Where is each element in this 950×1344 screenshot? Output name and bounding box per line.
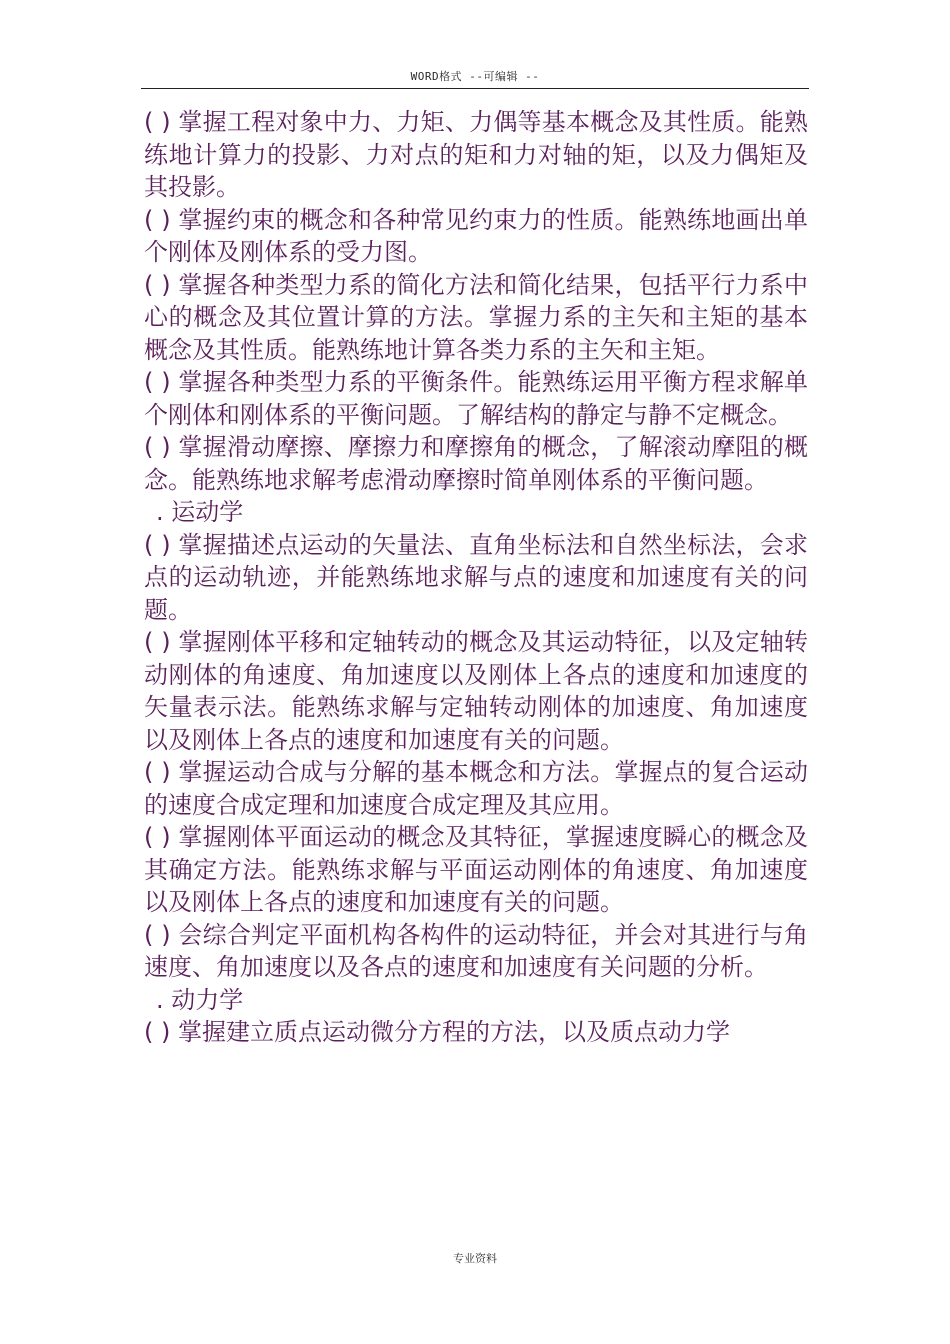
paragraph-point-motion: ( ) 掌握描述点运动的矢量法、直角坐标法和自然坐标法，会求点的运动轨迹，并能熟练地求解与点的速度和加速度有关的问题。	[144, 530, 808, 624]
paragraph-friction: ( ) 掌握滑动摩擦、摩擦力和摩擦角的概念，了解滚动摩阻的概念。能熟练地求解考虑滑动摩擦时简单刚体系的平衡问题。	[144, 433, 808, 494]
paragraph-mechanism-analysis: ( ) 会综合判定平面机构各构件的运动特征，并会对其进行与角速度、角加速度以及各点的速度和加速度有关问题的分析。	[144, 920, 808, 981]
section-heading-kinematics: . 运动学	[156, 498, 244, 526]
page-footer: 专业资料	[453, 1252, 497, 1265]
document-body	[144, 106, 808, 1049]
paragraph-rigid-body-rotation: ( ) 掌握刚体平移和定轴转动的概念及其运动特征，以及定轴转动刚体的角速度、角加速度以及刚体上各点的速度和加速度的矢量表示法。能熟练求解与定轴转动刚体的加速度、角加速度以及刚体上各点的速度和加速度有关的问题。	[144, 628, 808, 754]
paragraph-force-concepts: ( ) 掌握工程对象中力、力矩、力偶等基本概念及其性质。能熟练地计算力的投影、力对点的矩和力对轴的矩，以及力偶矩及其投影。	[144, 108, 808, 201]
section-heading-dynamics: . 动力学	[156, 985, 244, 1014]
paragraph-force-system-reduction: ( ) 掌握各种类型力系的简化方法和简化结果，包括平行力系中心的概念及其位置计算的方法。掌握力系的主矢和主矩的基本概念及其性质。能熟练地计算各类力系的主矢和主矩。	[144, 270, 808, 364]
paragraph-composite-motion: ( ) 掌握运动合成与分解的基本概念和方法。掌握点的复合运动的速度合成定理和加速度合成定理及其应用。	[144, 758, 808, 819]
page-header: WORD格式 --可编辑 --	[410, 70, 540, 83]
paragraph-constraints: ( ) 掌握约束的概念和各种常见约束力的性质。能熟练地画出单个刚体及刚体系的受力图。	[144, 205, 808, 266]
paragraph-plane-motion: ( ) 掌握刚体平面运动的概念及其特征，掌握速度瞬心的概念及其确定方法。能熟练求解与平面运动刚体的角速度、角加速度以及刚体上各点的速度和加速度有关的问题。	[144, 823, 808, 916]
paragraph-particle-dynamics: ( ) 掌握建立质点运动微分方程的方法，以及质点动力学	[144, 1018, 730, 1046]
paragraph-equilibrium: ( ) 掌握各种类型力系的平衡条件。能熟练运用平衡方程求解单个刚体和刚体系的平衡问题。了解结构的静定与静不定概念。	[144, 368, 808, 429]
header-divider	[141, 88, 809, 89]
